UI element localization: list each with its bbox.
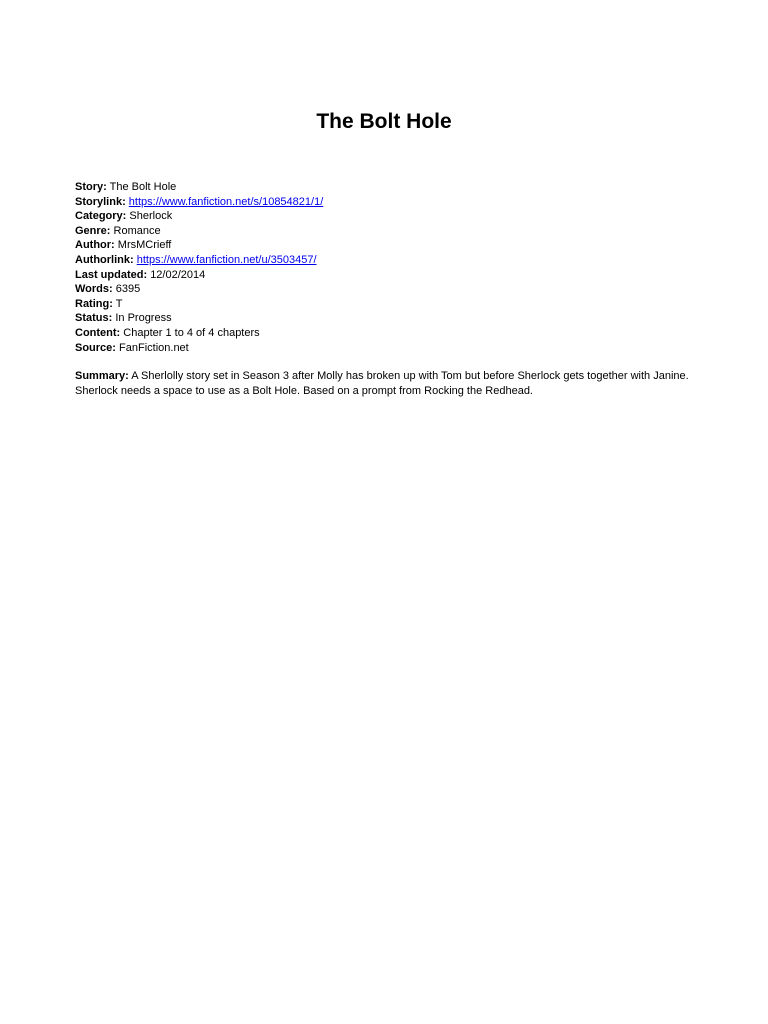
summary-text: A Sherlolly story set in Season 3 after Molly has broken up with Tom but before Sherlock gets together with Janine. Sherlock needs a space to use as a Bolt Hole. Based on a prompt from Rocking the Redhead. [75,370,689,397]
field-words [75,282,695,297]
field-source [75,341,695,356]
field-label: Category: [75,210,127,223]
page-title: The Bolt Hole [316,110,452,133]
field-label: Last updated: [75,268,148,281]
field-content [75,326,695,341]
field-label: Rating: [75,297,113,310]
field-genre [75,224,695,239]
field-value: The Bolt Hole [109,181,177,193]
field-author [75,238,695,253]
field-label: Author: [75,239,115,252]
field-rating [75,297,695,312]
field-category [75,209,695,224]
field-label: Authorlink: [75,253,134,266]
field-value: 6395 [115,283,141,296]
storylink-link[interactable]: https://www.fanfiction.net/s/10854821/1/ [128,195,324,208]
summary-label: Summary: [75,370,129,382]
field-story [75,180,695,195]
field-value: FanFiction.net [119,341,189,354]
field-label: Story: [75,181,107,193]
field-label: Source: [75,341,116,354]
field-last-updated [75,268,695,283]
field-value: MrsMCrieff [117,239,172,252]
story-metadata [75,180,695,355]
field-value: Romance [113,224,161,237]
field-value: Sherlock [129,210,173,223]
field-storylink [75,195,695,210]
field-value: In Progress [115,312,172,325]
field-value: T [115,297,123,310]
field-value: Chapter 1 to 4 of 4 chapters [123,326,260,339]
field-authorlink [75,253,695,268]
story-summary [75,369,695,398]
field-label: Words: [75,283,113,296]
field-label: Status: [75,312,113,325]
field-value: 12/02/2014 [150,268,206,281]
field-label: Storylink: [75,195,126,208]
field-label: Content: [75,326,121,339]
field-status [75,311,695,326]
field-label: Genre: [75,224,111,237]
authorlink-link[interactable]: https://www.fanfiction.net/u/3503457/ [136,253,317,266]
